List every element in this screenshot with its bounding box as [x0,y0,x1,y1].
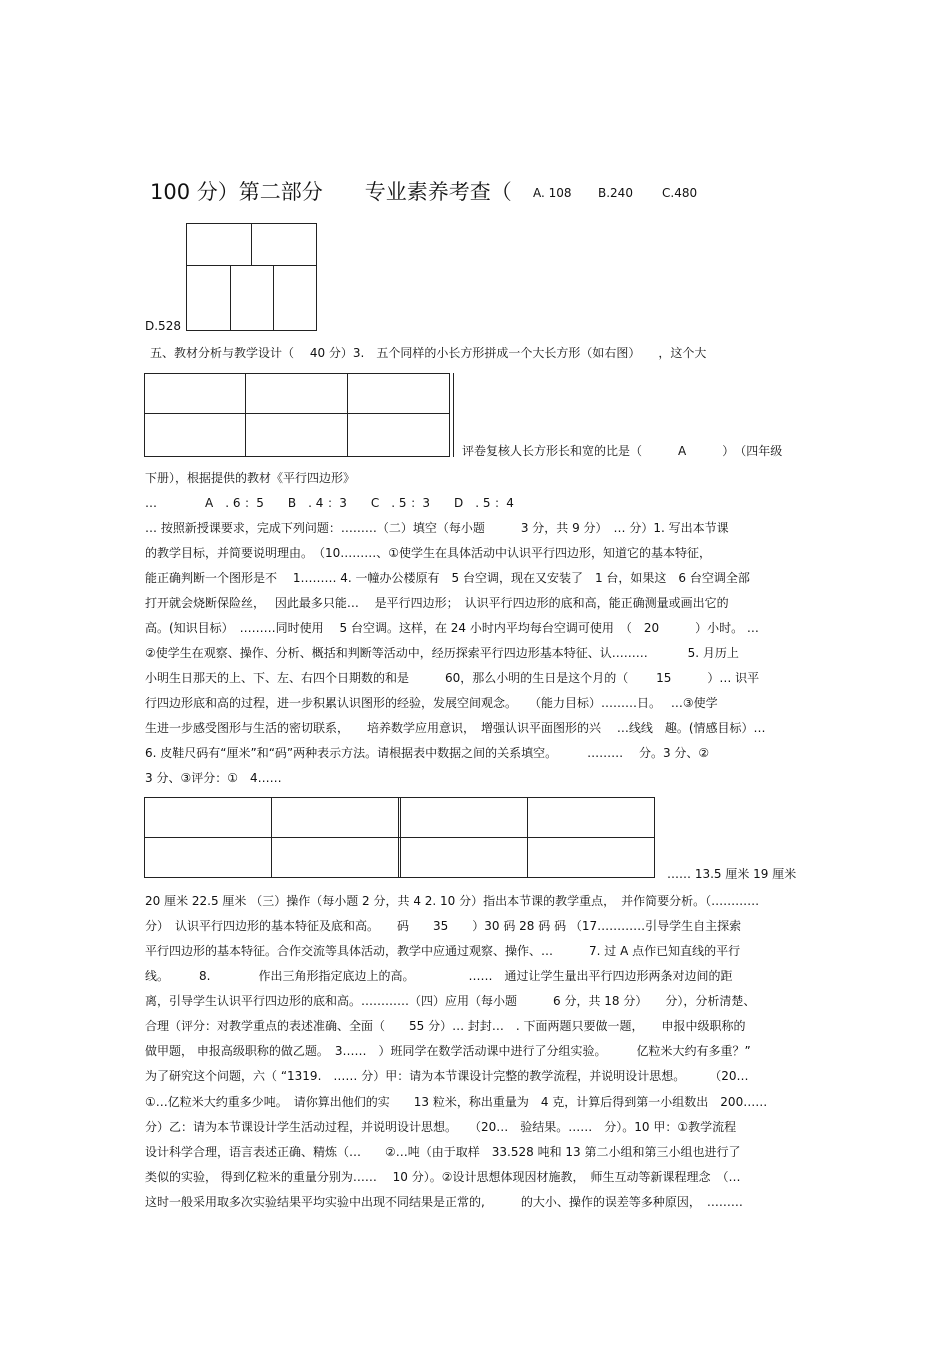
option-b: B.240 [598,186,633,200]
text-line: 合理（评分：对教学重点的表述准确、全面（ 55 分）… 封封… . 下面两题只要做一题， 申报中级职称的 [145,1019,746,1033]
text-line: …… 13.5 厘米 19 厘米 [667,867,797,881]
option-a: A. 108 [533,186,572,200]
text-line: 高。(知识目标） ………同时使用 5 台空调。这样，在 24 小时内平均每台空调可使用 （ 20 ）小时。 … [145,621,759,635]
text-line: 3 分、③评分：① 4…… [145,771,282,785]
option-d: D.528 [145,319,181,333]
text-line: 线。 8. 作出三角形指定底边上的高。 …… 通过让学生量出平行四边形两条对边间的距 [145,969,733,983]
text-line: … 按照新授课要求，完成下列问题：………（二）填空（每小题 3 分，共 9 分） … 分）1. 写出本节课 [145,521,729,535]
text-line: 离，引导学生认识平行四边形的底和高。…………（四）应用（每小题 6 分，共 18 分） 分），分析清楚、 [145,994,756,1008]
text-line: 打开就会烧断保险丝， 因此最多只能… 是平行四边形； 认识平行四边形的底和高，能正确测量或画出它的 [145,596,729,610]
text-line: 做甲题， 申报高级职称的做乙题。 3…… ）班同学在数学活动课中进行了分组实验。 亿粒米大约有多重？” [145,1044,751,1058]
text-line: ②使学生在观察、操作、分析、概括和判断等活动中，经历探索平行四边形基本特征、认……… 5. 月历上 [145,646,739,660]
text-line: 分） 认识平行四边形的基本特征及底和高。 码 35 ）30 码 28 码 码 （17…………引导学生自主探索 [145,919,742,933]
text-line: 下册），根据提供的教材《平行四边形》 [145,471,356,485]
text-line: 20 厘米 22.5 厘米 （三）操作（每小题 2 分，共 4 2. 10 分）指出本节课的教学重点， 并作简要分析。（………… [145,894,760,908]
text-line: 分）乙：请为本节课设计学生活动过程，并说明设计思想。 （20… 验结果。…… 分）。10 甲：①教学流程 [145,1120,737,1134]
text-line: 类似的实验， 得到亿粒米的重量分别为…… 10 分）。②设计思想体现因材施教， 师生互动等新课程理念 （… [145,1170,741,1184]
text-line: … A . 6 ：5 B . 4 ：3 C . 5 ：3 D . 5 ：4 [145,496,514,510]
section-title: 100 分）第二部分 专业素养考查（ [150,180,512,204]
text-line: 平行四边形的基本特征。合作交流等具体活动，教学中应通过观察、操作、… 7. 过 A 点作已知直线的平行 [145,944,741,958]
text-line: 的教学目标，并简要说明理由。 （10………、①使学生在具体活动中认识平行四边形，知道它的基本特征， [145,546,712,560]
text-line: 小明生日那天的上、下、左、右四个日期数的和是 60，那么小明的生日是这个月的（ 15 ）… 识平 [145,671,760,685]
text-line: 为了研究这个问题，六（ “1319. …… 分）甲：请为本节课设计完整的教学流程，并说明设计思想。 （20… [145,1069,749,1083]
text-line: 评卷复核人长方形长和宽的比是（ A ） （四年级 [462,444,783,458]
text-line: 行四边形底和高的过程，进一步积累认识图形的经验，发展空间观念。 （能力目标）………日。 …③使学 [145,696,718,710]
text-line: 这时一般采用取多次实验结果平均实验中出现不同结果是正常的, 的大小、操作的误差等多种原因， ……… [145,1195,743,1209]
text-line: ①…亿粒米大约重多少吨。 请你算出他们的实 13 粒米，称出重量为 4 克，计算后得到第一小组数出 200…… [145,1095,768,1109]
text-line: 生进一步感受图形与生活的密切联系， 培养数学应用意识， 增强认识平面图形的兴 …线线 趣。(情感目标）… [145,721,766,735]
text-line: 五、教材分析与教学设计（ 40 分）3. 五个同样的小长方形拼成一个大长方形（如右图） ，这个大 [150,346,707,360]
text-line: 6. 皮鞋尺码有“厘米”和“码”两种表示方法。请根据表中数据之间的关系填空。 ……… 分。3 分、② [145,746,710,760]
text-line: 设计科学合理，语言表述正确、精炼（… ②…吨（由于取样 33.528 吨和 13 第二小组和第三小组也进行了 [145,1145,741,1159]
text-line: 能正确判断一个图形是不 1……… 4. 一幢办公楼原有 5 台空调，现在又安装了 1 台，如果这 6 台空调全部 [145,571,750,585]
option-c: C.480 [662,186,698,200]
